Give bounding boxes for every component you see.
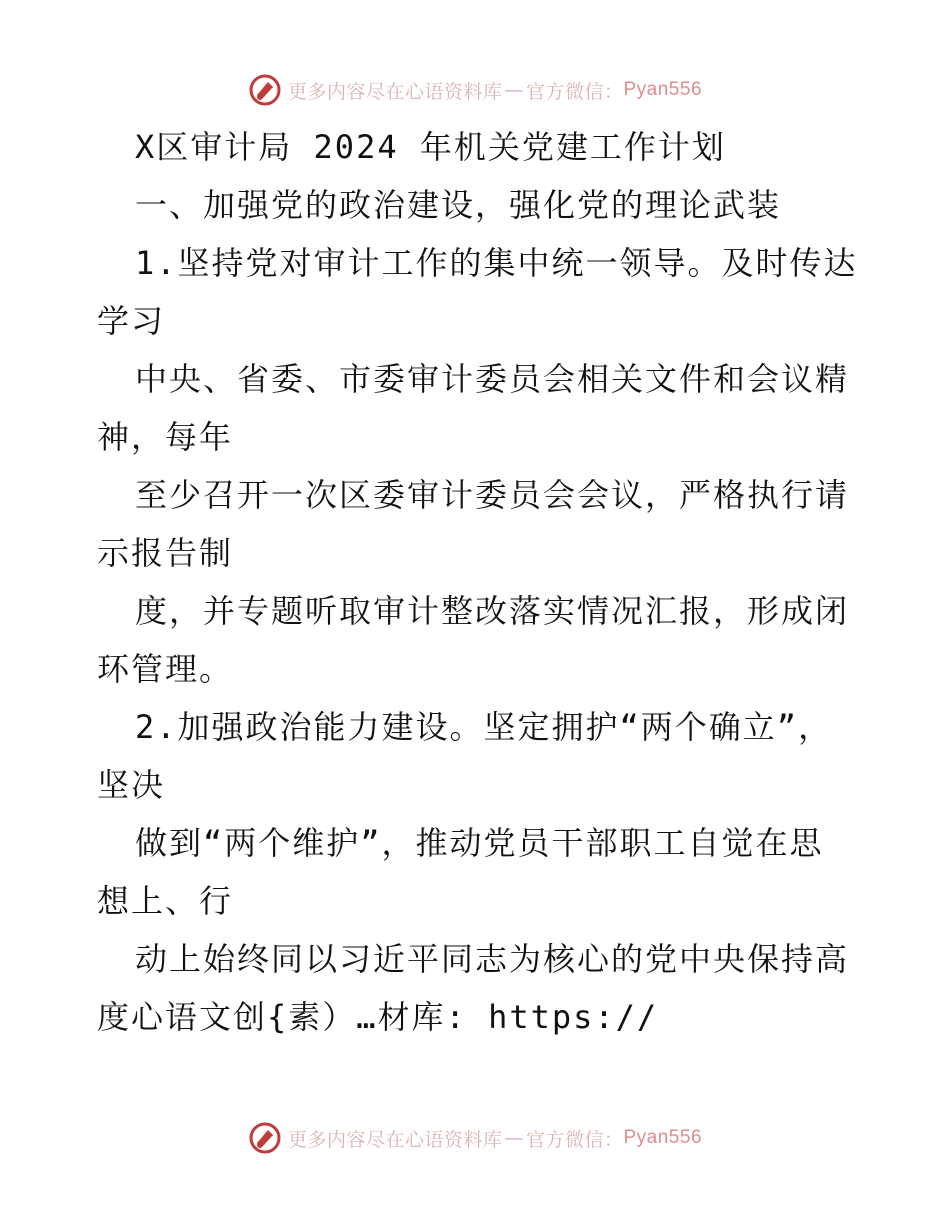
logo-icon bbox=[248, 73, 282, 107]
watermark-dash: — bbox=[504, 79, 524, 101]
header-watermark bbox=[0, 70, 950, 110]
paragraph-line: 1.坚持党对审计工作的集中统一领导。及时传达 bbox=[135, 244, 858, 282]
doc-title: X区审计局 2024 年机关党建工作计划 bbox=[135, 128, 726, 166]
paragraph-line: 至少召开一次区委审计委员会会议，严格执行请 bbox=[135, 476, 850, 514]
paragraph-line: 度心语文创{素）…材库: https:// bbox=[97, 998, 659, 1036]
paragraph-line: 神，每年 bbox=[97, 418, 234, 456]
footer-watermark bbox=[0, 1118, 950, 1158]
paragraph-line: 中央、省委、市委审计委员会相关文件和会议精 bbox=[135, 360, 850, 398]
paragraph-line: 坚决 bbox=[97, 766, 166, 804]
watermark-main-text: 更多内容尽在心语资料库 bbox=[287, 1128, 503, 1151]
watermark-sub-text: 官方微信： bbox=[525, 1128, 624, 1151]
paragraph-line: 学习 bbox=[97, 302, 166, 340]
watermark-id: Pyan556 bbox=[623, 1127, 703, 1148]
paragraph-line: 度，并专题听取审计整改落实情况汇报，形成闭 bbox=[135, 592, 850, 630]
paragraph-line: 动上始终同以习近平同志为核心的党中央保持高 bbox=[135, 940, 850, 978]
watermark-dash: — bbox=[504, 1127, 524, 1149]
watermark-main-text: 更多内容尽在心语资料库 bbox=[287, 80, 503, 103]
paragraph-line: 示报告制 bbox=[97, 534, 234, 572]
paragraph-line: 做到“两个维护”，推动党员干部职工自觉在思 bbox=[135, 824, 824, 862]
section-heading: 一、加强党的政治建设，强化党的理论武装 bbox=[135, 186, 782, 224]
paragraph-line: 环管理。 bbox=[97, 650, 234, 688]
paragraph-line: 想上、行 bbox=[97, 882, 234, 920]
watermark-id: Pyan556 bbox=[623, 79, 703, 100]
document-body bbox=[97, 118, 857, 1046]
paragraph-line: 2.加强政治能力建设。坚定拥护“两个确立”， bbox=[135, 708, 833, 746]
watermark-sub-text: 官方微信： bbox=[525, 80, 624, 103]
logo-icon bbox=[248, 1121, 282, 1155]
